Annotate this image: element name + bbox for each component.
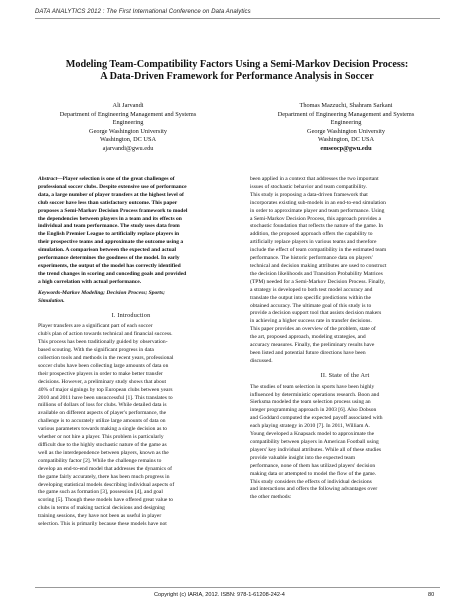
text-line: each playing strategy in 2010 [7]. In 2011, William A. xyxy=(250,423,370,430)
text-line: the game such as formation [3], possession [4], and goal xyxy=(38,489,163,496)
text-line: available on different aspects of player's performance, the xyxy=(38,410,167,417)
page-number: 80 xyxy=(428,592,435,598)
text-line: clubs in terms of making tactical decisions and designing xyxy=(38,505,165,512)
text-line: proposes a Semi-Markov Decision Process framework to model xyxy=(38,207,188,214)
text-line: performance, none of them has utilized players' decision xyxy=(250,462,376,469)
author-affiliation: Engineering xyxy=(330,119,362,127)
text-line: soccer clubs have been collecting large amounts of data on xyxy=(38,362,169,369)
text-line: 40% of major signings by top European clubs between years xyxy=(38,386,173,393)
text-line: include the effect of team compatibility in the estimated team xyxy=(250,247,387,254)
text-line: Keywords-Markov Modeling; Decision Process; Sports; xyxy=(38,289,165,296)
text-line: decisions. However, a preliminary study shows that about xyxy=(38,378,167,385)
text-line: translate the output into specific predictions within the xyxy=(250,294,371,301)
text-line: in achieving a higher success rate in transfer decisions. xyxy=(250,318,372,325)
text-line: accuracy measures. Finally, the preliminary results have xyxy=(250,342,375,349)
text-line: addition, the proposed approach offers the capability to xyxy=(250,231,373,238)
abstract-rest xyxy=(38,184,224,287)
text-line: players' key individual attributes. While all of these studies xyxy=(250,446,382,453)
text-line: performance. The historic performance data on players' xyxy=(250,255,373,262)
text-line: and interactions and offers the following advantages over xyxy=(250,486,378,493)
text-line: Simulation. xyxy=(38,297,65,304)
text-line: artificially replace players in various teams and therefore xyxy=(250,239,377,246)
text-line: difficult due to the highly stochastic nature of the game as xyxy=(38,442,167,448)
text-line: whether or not hire a player. This problem is particularly xyxy=(38,434,164,441)
text-line: provide valuable insight into the expected team xyxy=(250,454,356,461)
text-line: Player transfers are a significant part of each soccer xyxy=(38,323,153,330)
text-line: data, a large number of player transfers at the highest level of xyxy=(38,191,184,198)
text-line: been applied in a context that addresses the two important xyxy=(250,176,379,182)
text-line: obtained accuracy. The ultimate goal of this study is to xyxy=(250,302,372,309)
author-name: Ali Jarvandi xyxy=(112,102,144,109)
text-line: various parameters towards making a single decision as to xyxy=(38,426,168,433)
title-line: A Data-Driven Framework for Performance Analysis in Soccer xyxy=(100,71,374,82)
author-email: ajarvandi@gwu.edu xyxy=(102,144,154,152)
header-rule xyxy=(35,18,440,19)
text-line: (TPM) needed for a Semi-Markov Decision Process. Finally, xyxy=(250,278,386,285)
text-line: the English Premier League to artificially replace players in xyxy=(38,231,180,238)
text-line: incorporates existing sub-models in an end-to-end simulation xyxy=(250,199,386,206)
text-line: develop an end-to-end model that addresses the dynamics of xyxy=(38,465,173,472)
text-line: This process has been traditionally guided by observation- xyxy=(38,339,168,346)
text-line: been listed and potential future directions have been xyxy=(250,349,366,356)
text-line: developing statistical models describing individual aspects of xyxy=(38,481,175,488)
title-line: Modeling Team-Compatibility Factors Using a Semi-Markov Decision Process: xyxy=(65,59,409,70)
text-line: well as the interdependence between players, known as the xyxy=(38,449,169,456)
text-line: club soccer have less than satisfactory outcome. This paper xyxy=(38,199,178,206)
author-university: George Washington University xyxy=(307,127,385,135)
author-university: George Washington University xyxy=(89,127,167,135)
text-line: Young developed a Knapsack model to approximate the xyxy=(250,431,375,438)
text-line: the game fairly accurately, there has been much progress in xyxy=(38,473,170,480)
left-column xyxy=(38,176,224,529)
abstract xyxy=(38,176,224,287)
text-line: compatibility between players in American Football using xyxy=(250,439,379,445)
text-line: club's plan of action towards technical and financial success. xyxy=(38,331,173,338)
text-line: making data or attempted to model the flow of the game. xyxy=(250,470,377,477)
text-line: simulation. A comparison between the expected and actual xyxy=(38,247,177,254)
text-line: technical and decision making attributes are used to construct xyxy=(250,262,387,269)
text-line: individual and team performance. The study uses data from xyxy=(38,223,180,230)
abstract-line xyxy=(38,176,224,184)
text-line: The studies of team selection in sports have been highly xyxy=(250,383,375,390)
text-line: This study considers the effects of individual decisions xyxy=(250,478,372,485)
text-line: scoring [5]. Though these models have offered great value to xyxy=(38,497,174,504)
introduction-continued-text xyxy=(250,176,440,366)
section-heading-introduction: I. Introduction xyxy=(111,311,151,319)
text-line: Sierksma modeled the team selection process using an xyxy=(250,399,371,406)
text-line: a strategy is developed to both test model accuracy and xyxy=(250,286,373,293)
text-line: their prospective teams and approximate the outcome using a xyxy=(38,239,184,246)
text-line: their prospective players in order to make better transfer xyxy=(38,370,163,377)
footer-rule xyxy=(35,587,440,588)
text-line: discussed. xyxy=(250,357,273,364)
footer-copyright: Copyright (c) IARIA, 2012. ISBN: 978-1-61208-242-4 xyxy=(154,592,285,598)
keywords xyxy=(38,290,224,306)
text-line: 2010 and 2011 have been unsuccessful [1]. This translates to xyxy=(38,394,173,401)
text-line: the dependencies between players in a team and its effects on xyxy=(38,215,182,222)
author-name: Thomas Mazzuchi, Shahram Sarkani xyxy=(299,102,393,109)
text-line: influenced by deterministic operations research. Boon and xyxy=(250,391,380,398)
text-line: collection tools and methods in the recent years, professional xyxy=(38,355,174,362)
text-line: challenge is to accurately utilize large amounts of data on xyxy=(38,418,166,425)
text-line: integer programming approach in 2003 [6]. Also Dobson xyxy=(250,407,377,414)
abstract-text: —Player selection is one of the great challenges of xyxy=(57,176,175,182)
text-line: performance determines the goodness of the model. In early xyxy=(38,255,180,262)
running-header: DATA ANALYTICS 2012 : The First International Conference on Data Analytics xyxy=(35,9,251,15)
text-line: the other methods: xyxy=(250,494,292,501)
paper-title xyxy=(30,59,444,83)
text-line: compatibility factor [2]. While the challenge remains to xyxy=(38,457,162,464)
text-line: based scouting. With the significant progress in data xyxy=(38,347,154,354)
text-line: This study is proposing a data-driven framework that xyxy=(250,191,368,198)
text-line: millions of dollars of loss for clubs. While detailed data is xyxy=(38,402,167,409)
text-line: provide a decision support tool that assists decision makers xyxy=(250,310,382,317)
author-block-right xyxy=(258,102,434,154)
text-line: in order to approximate player and team performance. Using xyxy=(250,207,385,214)
text-line: issues of stochastic behavior and team compatibility. xyxy=(250,183,367,190)
author-affiliation: Department of Engineering Management and Systems xyxy=(59,110,197,118)
text-line: the trend changes in scoring and conceding goals and provided xyxy=(38,270,187,277)
text-line: and Goddard computed the expected payoff associated with xyxy=(250,415,383,422)
author-location: Washington, DC USA xyxy=(318,136,374,144)
author-block-left xyxy=(40,102,216,154)
text-line: the art, proposed approach, modeling strategies, and xyxy=(250,334,366,341)
text-line: selection. This is primarily because these models have not xyxy=(38,521,167,528)
text-line: the decision likelihoods and Transition Probability Matrices xyxy=(250,270,383,277)
text-line: This paper provides an overview of the problem, state of xyxy=(250,326,376,333)
author-affiliation: Department of Engineering Management and Systems xyxy=(277,110,415,118)
introduction-text xyxy=(38,323,224,529)
text-line: stochastic foundation that reflects the nature of the game. In xyxy=(250,223,384,230)
text-line: a Semi-Markov Decision Process, this approach provides a xyxy=(250,215,381,222)
abstract-lead: Abstract xyxy=(38,176,58,182)
text-line: experiments, the output of the model has correctly identified xyxy=(38,262,181,269)
author-location: Washington, DC USA xyxy=(100,136,156,144)
text-line: a high correlation with actual performance. xyxy=(38,278,142,285)
text-line: professional soccer clubs. Despite extensive use of performance xyxy=(38,183,187,190)
state-of-art-text xyxy=(250,384,440,503)
section-heading-state-of-art: II. State of the Art xyxy=(320,371,370,379)
author-affiliation: Engineering xyxy=(112,119,144,127)
text-line: training sessions, they have not been as useful in player xyxy=(38,513,162,520)
right-column xyxy=(250,176,440,502)
author-email: emseocp@gwu.edu xyxy=(320,144,372,152)
